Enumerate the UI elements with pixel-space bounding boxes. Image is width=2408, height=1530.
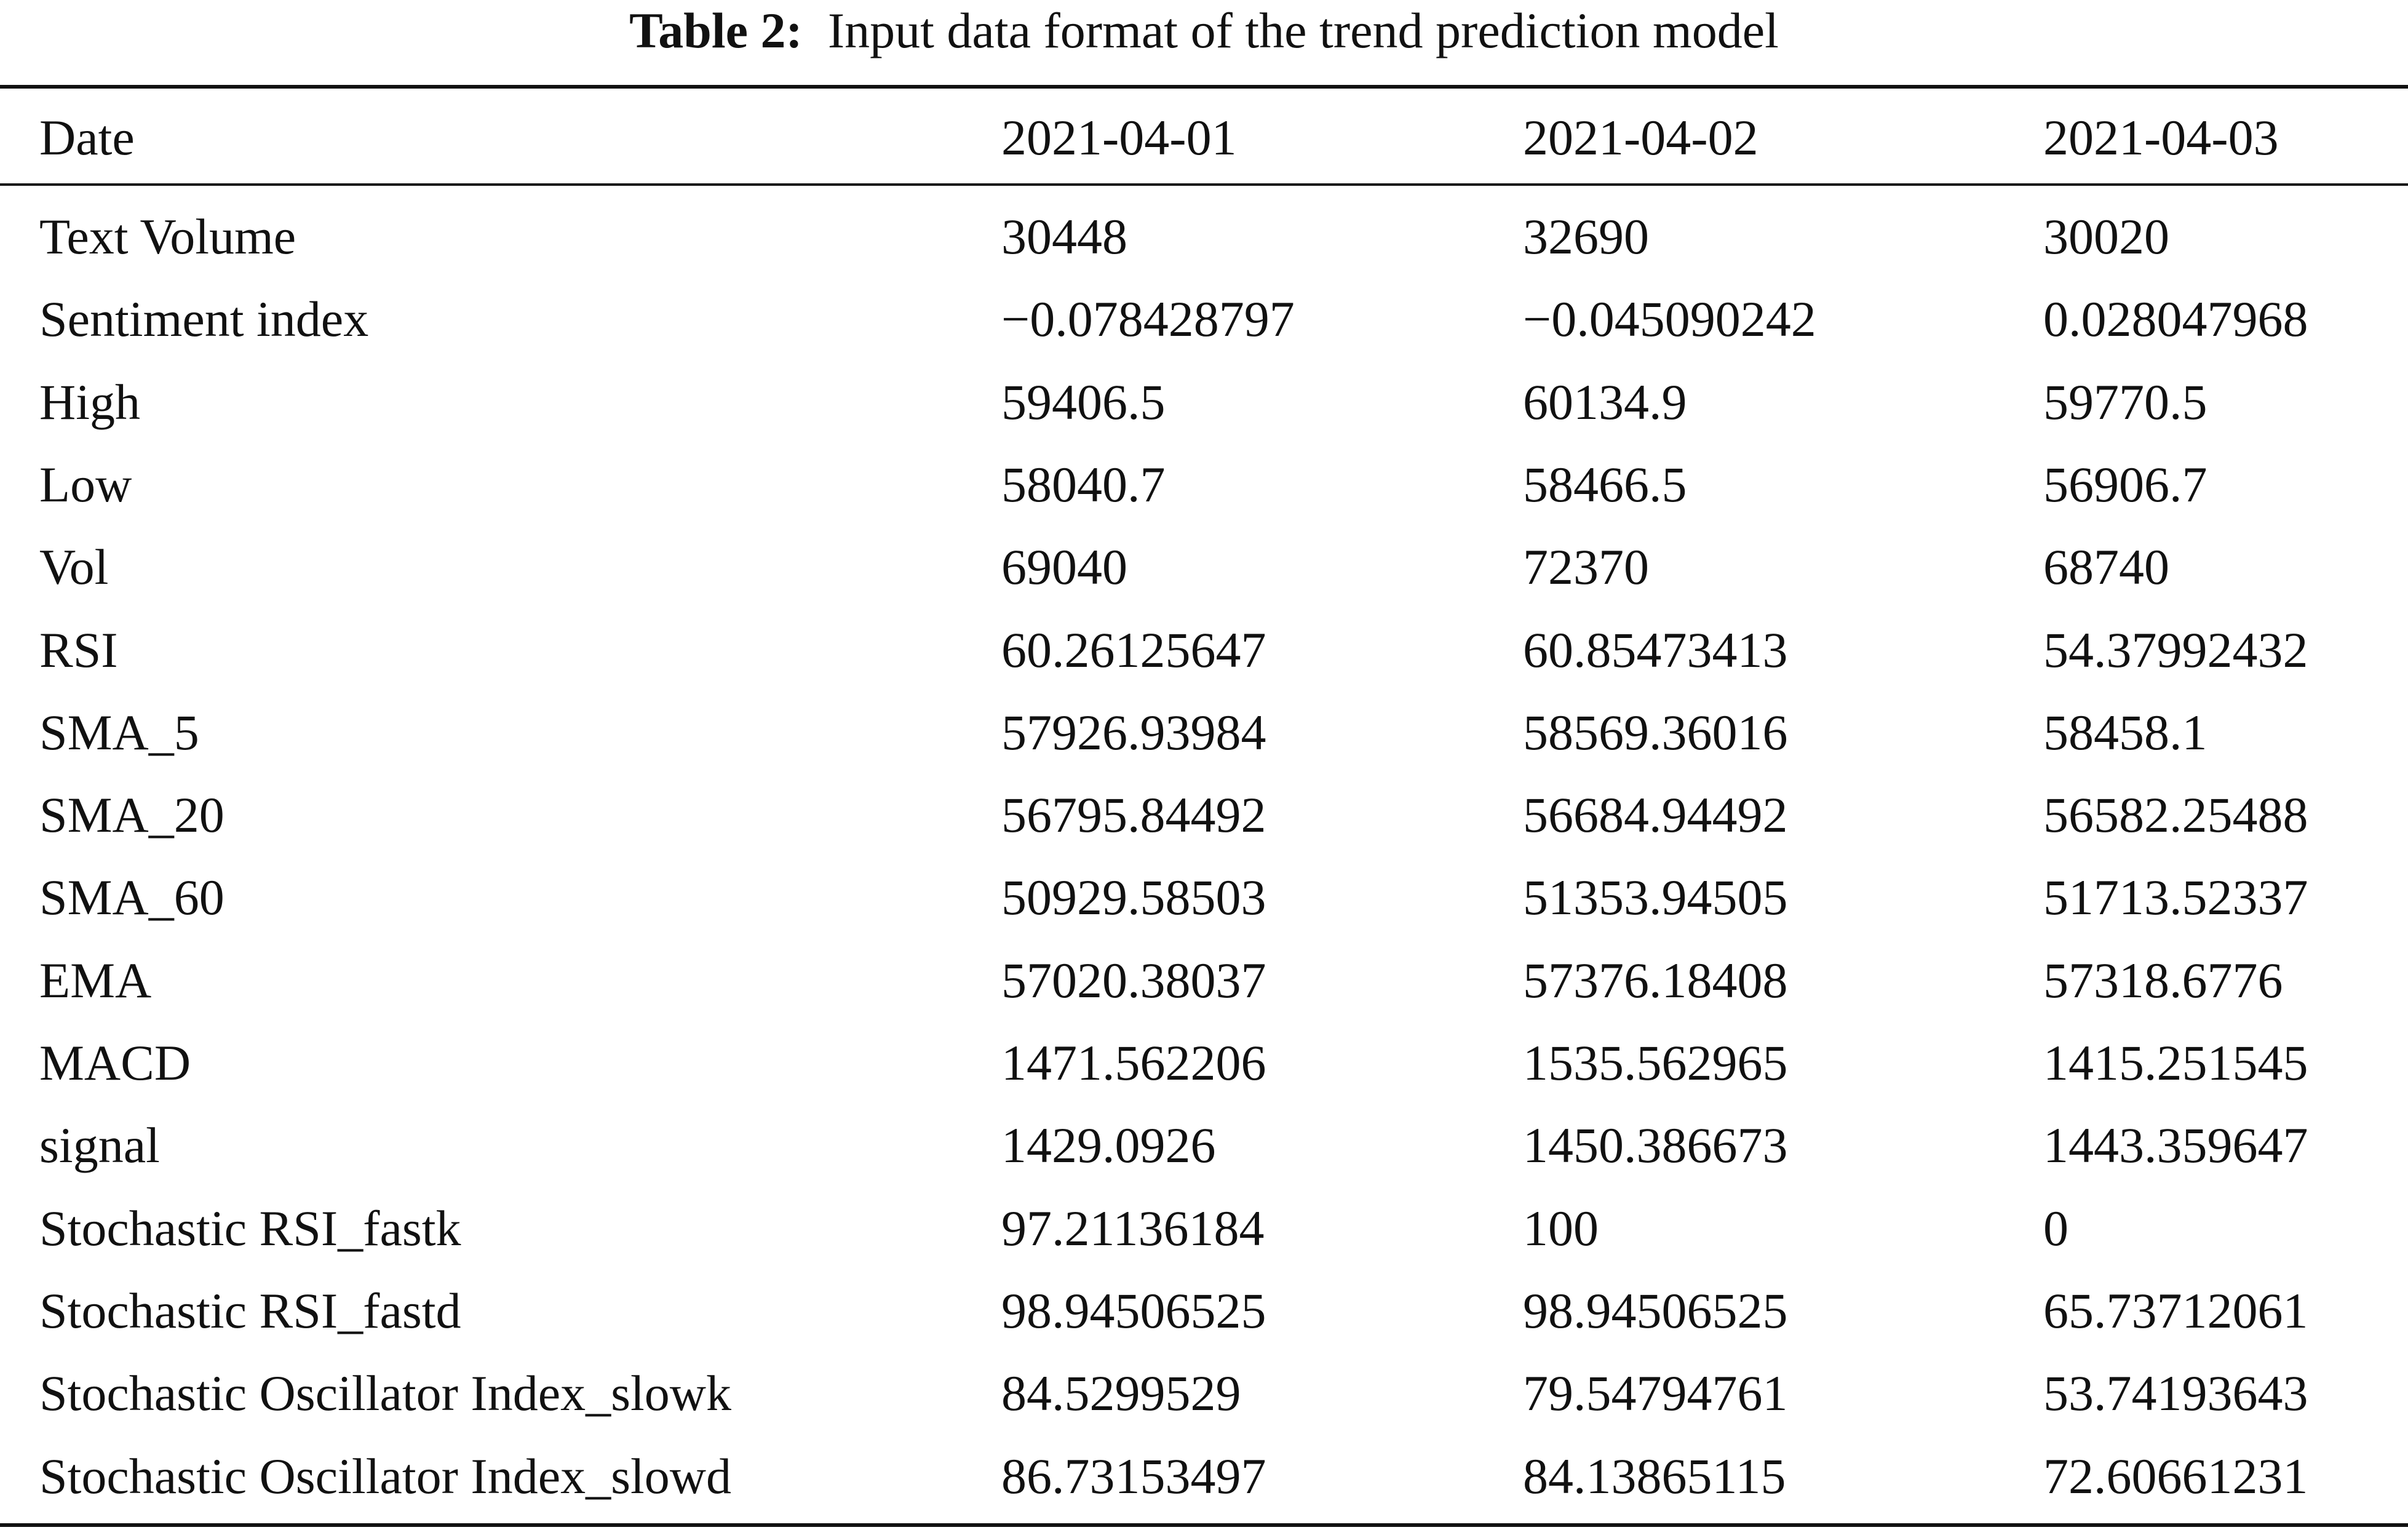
value-cell: 59406.5 [1001,374,1166,430]
row-label-cell: Vol [39,539,109,595]
value-cell: 84.5299529 [1001,1365,1241,1421]
value-cell: 1415.251545 [2043,1035,2308,1091]
table-row [0,939,2408,1022]
value-cell: 60134.9 [1523,374,1687,430]
value-cell: 1429.0926 [1001,1117,1216,1173]
value-cell: −0.045090242 [1523,291,1816,347]
table-row [0,1352,2408,1435]
row-label-cell: SMA_60 [39,869,225,925]
value-cell: 84.13865115 [1523,1448,1786,1504]
value-cell: 60.26125647 [1001,622,1266,678]
value-cell: 53.74193643 [2043,1365,2308,1421]
value-cell: 68740 [2043,539,2169,595]
table-row [0,1270,2408,1352]
value-cell: 58458.1 [2043,704,2207,760]
value-cell: 72370 [1523,539,1649,595]
value-cell: 56906.7 [2043,456,2207,512]
table-header-row [0,97,2408,179]
table-row [0,526,2408,608]
table-row [0,1104,2408,1187]
table-row [0,444,2408,526]
value-cell: 57376.18408 [1523,952,1788,1008]
row-label-cell: Stochastic Oscillator Index_slowd [39,1448,732,1504]
header-cell: 2021-04-03 [2043,110,2279,165]
row-label-cell: SMA_20 [39,787,225,843]
header-cell: 2021-04-02 [1523,110,1758,165]
value-cell: 57318.6776 [2043,952,2283,1008]
value-cell: 56582.25488 [2043,787,2308,843]
table-row [0,278,2408,361]
value-cell: 79.54794761 [1523,1365,1788,1421]
table-row [0,196,2408,278]
table-caption [0,0,2408,62]
table-row [0,609,2408,691]
value-cell: 1535.562965 [1523,1035,1788,1091]
table-row [0,1187,2408,1270]
value-cell: 69040 [1001,539,1127,595]
value-cell: 57926.93984 [1001,704,1266,760]
value-cell: 0.028047968 [2043,291,2308,347]
value-cell: 54.37992432 [2043,622,2308,678]
value-cell: 72.60661231 [2043,1448,2308,1504]
value-cell: 0 [2043,1200,2068,1256]
value-cell: 86.73153497 [1001,1448,1266,1504]
value-cell: 100 [1523,1200,1599,1256]
table-row [0,774,2408,856]
header-cell: Date [39,110,135,165]
row-label-cell: signal [39,1117,160,1173]
table-top-rule [0,85,2408,89]
value-cell: 98.94506525 [1001,1283,1266,1339]
table-caption-label: Table 2: [629,2,803,58]
value-cell: 58569.36016 [1523,704,1788,760]
value-cell: 56795.84492 [1001,787,1266,843]
row-label-cell: EMA [39,952,152,1008]
value-cell: 59770.5 [2043,374,2207,430]
value-cell: 30448 [1001,209,1127,265]
table-row [0,691,2408,774]
value-cell: 57020.38037 [1001,952,1266,1008]
value-cell: −0.078428797 [1001,291,1295,347]
value-cell: 56684.94492 [1523,787,1788,843]
table-row [0,1022,2408,1104]
value-cell: 32690 [1523,209,1649,265]
table-row [0,856,2408,939]
value-cell: 58466.5 [1523,456,1687,512]
table-caption-text: Input data format of the trend prediction model [827,2,1779,58]
value-cell: 98.94506525 [1523,1283,1788,1339]
value-cell: 1471.562206 [1001,1035,1266,1091]
value-cell: 65.73712061 [2043,1283,2308,1339]
row-label-cell: SMA_5 [39,704,199,760]
row-label-cell: High [39,374,140,430]
value-cell: 97.21136184 [1001,1200,1265,1256]
row-label-cell: Low [39,456,132,512]
value-cell: 51713.52337 [2043,869,2308,925]
row-label-cell: Stochastic Oscillator Index_slowk [39,1365,732,1421]
row-label-cell: MACD [39,1035,191,1091]
value-cell: 60.85473413 [1523,622,1788,678]
row-label-cell: Stochastic RSI_fastd [39,1283,461,1339]
value-cell: 1450.386673 [1523,1117,1788,1173]
value-cell: 58040.7 [1001,456,1166,512]
row-label-cell: Sentiment index [39,291,369,347]
value-cell: 1443.359647 [2043,1117,2308,1173]
table-row [0,1435,2408,1518]
value-cell: 51353.94505 [1523,869,1788,925]
table-header-rule [0,183,2408,186]
row-label-cell: RSI [39,622,118,678]
value-cell: 50929.58503 [1001,869,1266,925]
row-label-cell: Stochastic RSI_fastk [39,1200,461,1256]
table-bottom-rule [0,1523,2408,1527]
row-label-cell: Text Volume [39,209,296,265]
table-row [0,361,2408,444]
header-cell: 2021-04-01 [1001,110,1237,165]
value-cell: 30020 [2043,209,2169,265]
